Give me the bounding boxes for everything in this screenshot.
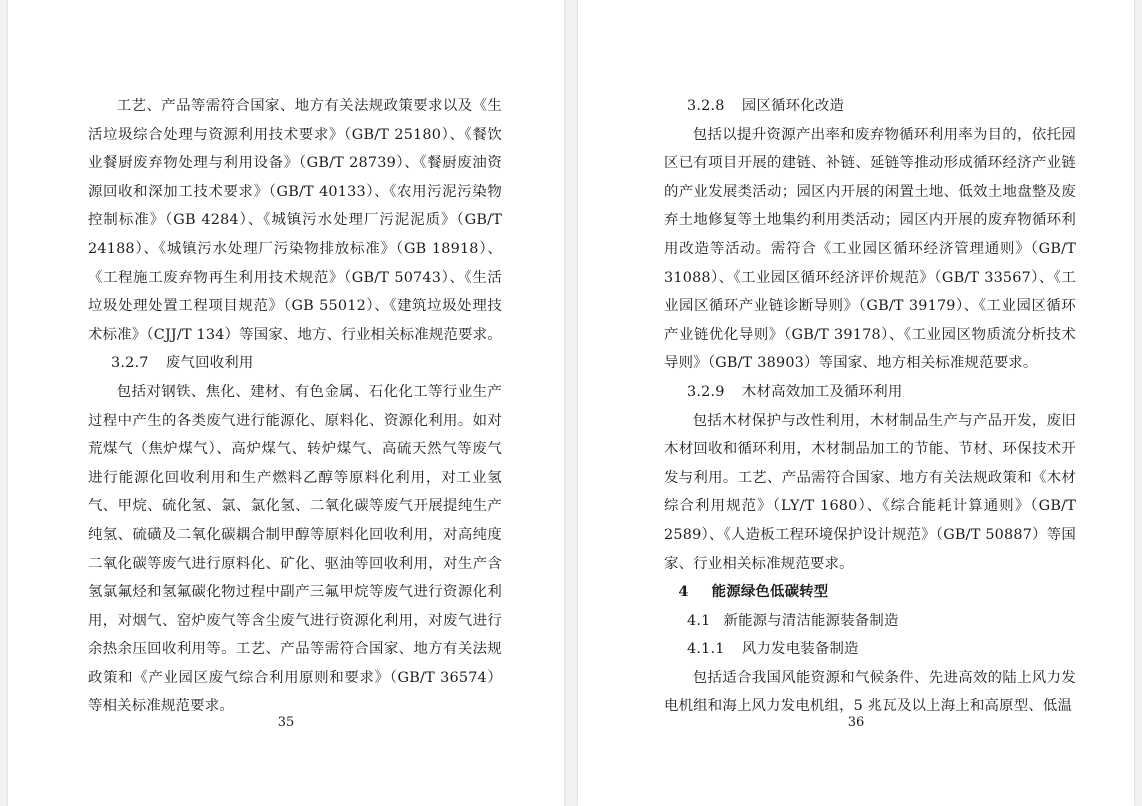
section-number: 3.2.8 <box>687 98 725 114</box>
page-number: 36 <box>847 715 865 730</box>
section-title: 园区循环化改造 <box>741 98 845 114</box>
paragraph: 包括木材保护与改性利用，木材制品生产与产品开发，废旧木材回收和循环利用，木材制品加工的节能、节材、环保技术开发与利用。工艺、产品需符合国家、地方有关法规政策和《木材综合利用规范》（LY/T 1680）、《综合能耗计算通则》（GB/T 2589）、《人造板工程环境保护设计规范》（GB/T 50887）等国家、行业相关标准规范要求。 <box>664 412 1076 572</box>
section-title: 能源绿色低碳转型 <box>711 583 829 601</box>
paragraph: 包括适合我国风能资源和气候条件、先进高效的陆上风力发电机组和海上风力发电机组，5 兆瓦及以上海上和高原型、低温 <box>664 669 1076 715</box>
section-number: 4.1.1 <box>687 641 725 658</box>
paragraph: 工艺、产品等需符合国家、地方有关法规政策要求以及《生活垃圾综合处理与资源利用技术要求》（GB/T 25180）、《餐饮业餐厨废弃物处理与利用设备》（GB/T 28739）、《餐厨废油资源回收和深加工技术要求》（GB/T 40133）、《农用污泥污染物控制标准》（GB 4284）、《城镇污水处理厂污泥泥质》（GB/T 24188）、《城镇污水处理厂污染物排放标准》（GB 18918）、《工程施工废弃物再生利用技术规范》（GB/T 50743）、《生活垃圾处理处置工程项目规范》（GB 55012）、《建筑垃圾处理技术标准》（CJJ/T 134）等国家、地方、行业相关标准规范要求。 <box>88 98 502 343</box>
section-heading <box>664 635 1076 664</box>
page-left-content <box>88 92 502 715</box>
section-heading <box>664 607 1076 636</box>
section-number: 4 <box>678 583 689 601</box>
section-title: 风力发电装备制造 <box>741 641 859 658</box>
section-number: 3.2.9 <box>687 383 725 400</box>
paragraph: 包括对钢铁、焦化、建材、有色金属、石化化工等行业生产过程中产生的各类废气进行能源化、原料化、资源化利用。如对荒煤气（焦炉煤气）、高炉煤气、转炉煤气、高硫天然气等废气进行能源化回收利用和生产燃料乙醇等原料化利用，对工业氢气、甲烷、硫化氢、氯、氯化氢、二氧化碳等废气开展提纯生产纯氢、硫磺及二氧化碳耦合制甲醇等原料化回收利用，对高纯度二氧化碳等废气进行原料化、矿化、驱油等回收利用，对生产含氢氯氟烃和氢氟碳化物过程中副产三氟甲烷等废气进行资源化利用，对烟气、窑炉废气等含尘废气进行资源化利用，对废气进行余热余压回收利用等。工艺、产品等需符合国家、地方有关法规政策和《产业园区废气综合利用原则和要求》（GB/T 36574）等相关标准规范要求。 <box>88 383 502 715</box>
page-left <box>8 0 564 806</box>
section-number: 3.2.7 <box>111 355 149 372</box>
page-right <box>578 0 1134 806</box>
section-heading <box>664 378 1076 407</box>
section-number: 4.1 <box>687 612 711 629</box>
paragraph: 包括以提升资源产出率和废弃物循环利用率为目的，依托园区已有项目开展的建链、补链、延链等推动形成循环经济产业链的产业发展类活动；园区内开展的闲置土地、低效土地盘整及废弃土地修复等土地集约利用类活动；园区内开展的废弃物循环利用改造等活动。需符合《工业园区循环经济管理通则》（GB/T 31088）、《工业园区循环经济评价规范》（GB/T 33567）、《工业园区循环产业链诊断导则》（GB/T 39179）、《工业园区循环产业链优化导则》（GB/T 39178）、《工业园区物质流分析技术导则》（GB/T 38903）等国家、地方相关标准规范要求。 <box>664 126 1076 372</box>
section-title: 木材高效加工及循环利用 <box>741 383 903 400</box>
section-title: 新能源与清洁能源装备制造 <box>723 612 899 629</box>
section-heading <box>664 578 1076 607</box>
page-number: 35 <box>277 715 295 730</box>
page-right-content <box>664 92 1076 715</box>
section-heading <box>88 349 502 378</box>
section-title: 废气回收利用 <box>165 355 254 372</box>
section-heading <box>664 92 1076 121</box>
